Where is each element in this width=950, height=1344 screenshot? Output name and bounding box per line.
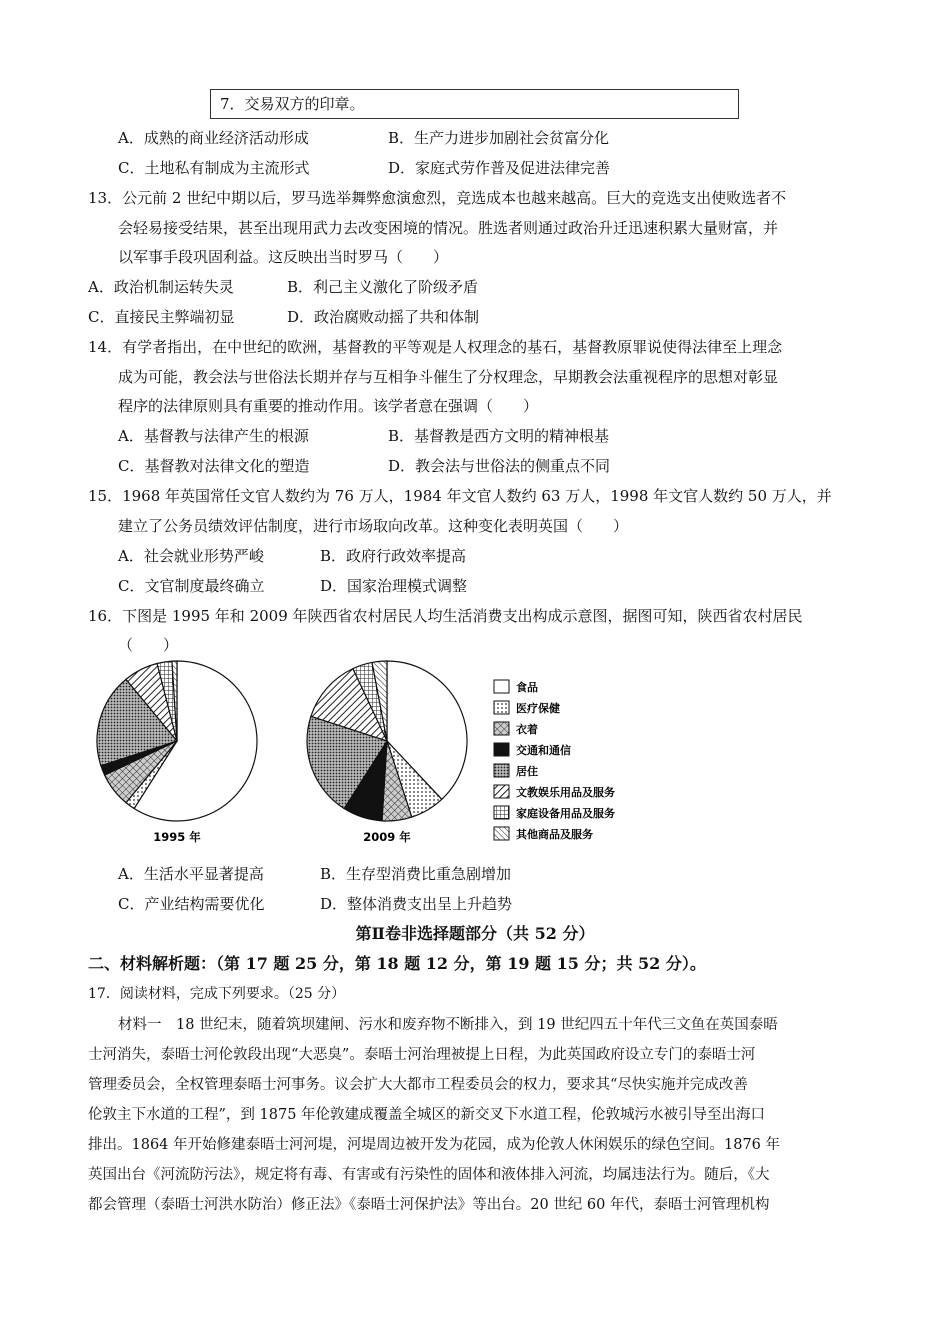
q15-stem-line-1: 15．1968 年英国常任文官人数约为 76 万人，1984 年文官人数约 63 万人，1998 年文官人数约 50 万人，并 (88, 487, 832, 505)
legend-label-household: 家庭设备用品及服务 (516, 807, 615, 820)
q12-option-a: A．成熟的商业经济活动形成 (118, 129, 309, 147)
q16-option-a: A．生活水平显著提高 (118, 865, 264, 883)
q17-material-line-7: 都会管理（泰晤士河洪水防治）修正法》《泰晤士河保护法》等出台。20 世纪 60 年代，泰晤士河管理机构 (88, 1197, 770, 1213)
q17-material-line-2: 士河消失，泰晤士河伦敦段出现“大恶臭”。泰晤士河治理被提上日程，为此英国政府设立专门的泰晤士河 (88, 1047, 756, 1063)
q16-option-b: B．生存型消费比重急剧增加 (320, 865, 512, 883)
q13-option-a: A．政治机制运转失灵 (88, 278, 234, 296)
q17-material-line-5: 排出。1864 年开始修建泰晤士河河堤，河堤周边被开发为花园，成为伦敦人休闲娱乐的绿色空间。1876 年 (88, 1137, 781, 1153)
legend-swatch-clothing (494, 722, 509, 735)
q17-material-line-1: 材料一 18 世纪末，随着筑坝建闸、污水和废弃物不断排入，到 19 世纪四五十年代三文鱼在英国泰晤 (118, 1017, 778, 1033)
q12-option-d: D．家庭式劳作普及促进法律完善 (388, 159, 611, 177)
legend-swatch-education (494, 785, 509, 798)
q15-option-c: C．文官制度最终确立 (118, 577, 265, 595)
q17-stem: 17．阅读材料，完成下列要求。（25 分） (88, 986, 346, 1002)
q14-stem-line-1: 14．有学者指出，在中世纪的欧洲，基督教的平等观是人权理念的基石，基督教原罪说使得法律至上理念 (88, 338, 783, 356)
legend-label-clothing: 衣着 (516, 723, 538, 736)
q13-stem-line-3: 以军事手段巩固利益。这反映出当时罗马（ ） (118, 248, 449, 266)
q13-stem-line-2: 会轻易接受结果，甚至出现用武力去改变困境的情况。胜选者则通过政治升迁迅速积累大量财富，并 (118, 219, 779, 237)
q16-option-c: C．产业结构需要优化 (118, 895, 265, 913)
legend-swatch-household (494, 806, 509, 819)
q13-option-b: B．利己主义激化了阶级矛盾 (287, 278, 479, 296)
q14-option-b: B．基督教是西方文明的精神根基 (388, 427, 610, 445)
legend-label-housing: 居住 (516, 765, 538, 778)
q15-option-d: D．国家治理模式调整 (320, 577, 468, 595)
q12-option-b: B．生产力进步加剧社会贫富分化 (388, 129, 610, 147)
q13-stem-line-1: 13．公元前 2 世纪中期以后，罗马选举舞弊愈演愈烈，竞选成本也越来越高。巨大的竞选支出使败选者不 (88, 189, 787, 207)
pie-label-2009: 2009 年 (363, 830, 411, 844)
pie-label-1995: 1995 年 (153, 830, 201, 844)
legend-swatch-other (494, 827, 509, 840)
q12-option-c: C．土地私有制成为主流形式 (118, 159, 310, 177)
consumption-pie-chart (80, 658, 660, 854)
q16-stem-line-1: 16．下图是 1995 年和 2009 年陕西省农村居民人均生活消费支出构成示意图，据图可知，陕西省农村居民 (88, 607, 803, 625)
legend-swatch-food (494, 680, 509, 693)
q14-stem-line-2: 成为可能，教会法与世俗法长期并存与互相争斗催生了分权理念，早期教会法重视程序的思想对彰显 (118, 368, 779, 386)
q14-option-a: A．基督教与法律产生的根源 (118, 427, 309, 445)
top-box-text: 7．交易双方的印章。 (220, 95, 365, 113)
q15-option-a: A．社会就业形势严峻 (118, 547, 264, 565)
legend-label-other: 其他商品及服务 (516, 828, 593, 841)
part2-section-heading: 二、材料解析题：（第 17 题 25 分，第 18 题 12 分，第 19 题 15 分；共 52 分）。 (88, 954, 706, 973)
part2-title: 第Ⅱ卷非选择题部分（共 52 分） (355, 924, 595, 943)
q14-stem-line-3: 程序的法律原则具有重要的推动作用。该学者意在强调（ ） (118, 397, 539, 415)
q14-option-c: C．基督教对法律文化的塑造 (118, 457, 310, 475)
q15-option-b: B．政府行政效率提高 (320, 547, 467, 565)
q15-stem-line-2: 建立了公务员绩效评估制度，进行市场取向改革。这种变化表明英国（ ） (118, 517, 629, 535)
q17-material-line-4: 伦敦主下水道的工程”，到 1875 年伦敦建成覆盖全城区的新交叉下水道工程，伦敦城污水被引导至出海口 (88, 1107, 766, 1123)
legend-label-transport: 交通和通信 (516, 744, 571, 757)
q13-option-c: C．直接民主弊端初显 (88, 308, 235, 326)
legend-swatch-medical (494, 701, 509, 714)
q14-option-d: D．教会法与世俗法的侧重点不同 (388, 457, 611, 475)
q17-material-line-6: 英国出台《河流防污法》，规定将有毒、有害或有污染性的固体和液体排入河流，均属违法行为。随后，《大 (88, 1167, 770, 1183)
q13-option-d: D．政治腐败动摇了共和体制 (287, 308, 480, 326)
legend-label-education: 文教娱乐用品及服务 (516, 786, 615, 799)
q17-material-line-3: 管理委员会，全权管理泰晤士河事务。议会扩大大都市工程委员会的权力，要求其“尽快实施并完成改善 (88, 1077, 748, 1093)
q16-stem-line-2: （ ） (118, 636, 179, 654)
legend-label-food: 食品 (516, 681, 538, 694)
legend-swatch-transport (494, 743, 509, 756)
legend-swatch-housing (494, 764, 509, 777)
legend-label-medical: 医疗保健 (516, 702, 560, 715)
q16-option-d: D．整体消费支出呈上升趋势 (320, 895, 513, 913)
